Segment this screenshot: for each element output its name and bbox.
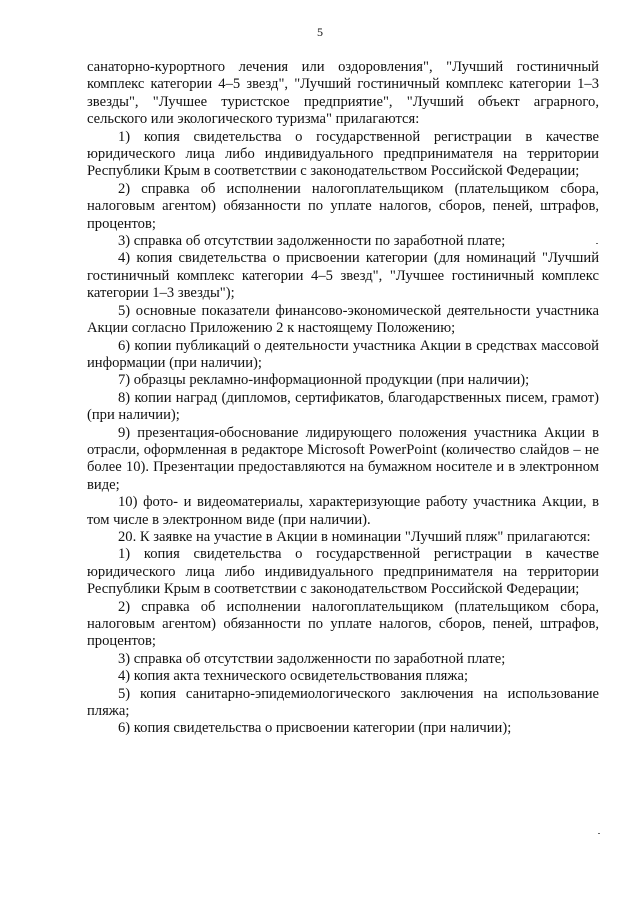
list-item: 8) копии наград (дипломов, сертификатов, благодарственных писем, грамот) (при наличии); <box>87 389 599 424</box>
scan-speck <box>598 833 600 834</box>
paragraph-continuation: санаторно-курортного лечения или оздоровления", "Лучший гостиничный комплекс категории 4–5 звезд", "Лучший гостиничный комплекс категории 1–3 звезды", "Лучшее туристское предприятие", "Лучший объект аграрного, сельского или экологического туризма" прилагаются: <box>87 59 599 128</box>
section-20-heading: 20. К заявке на участие в Акции в номинации "Лучший пляж" прилагаются: <box>118 528 591 545</box>
list-item: 7) образцы рекламно-информационной продукции (при наличии); <box>118 372 530 389</box>
list-item: 3) справка об отсутствии задолженности по заработной плате; <box>118 233 506 250</box>
list-item: 3) справка об отсутствии задолженности по заработной плате; <box>118 650 506 667</box>
scan-speck <box>596 243 598 244</box>
list-item: 5) копия санитарно-эпидемиологического заключения на использование пляжа; <box>87 685 599 720</box>
list-item: 1) копия свидетельства о государственной регистрации в качестве юридического лица либо индивидуального предпринимателя на территории Республики Крым в соответствии с законодательством Российской Федерации; <box>87 128 599 180</box>
list-item: 5) основные показатели финансово-экономической деятельности участника Акции согласно Приложению 2 к настоящему Положению; <box>87 302 599 337</box>
list-item: 2) справка об исполнении налогоплательщиком (плательщиком сбора, налоговым агентом) обязанности по уплате налогов, сборов, пеней, штрафов, процентов; <box>87 180 599 232</box>
list-item: 1) копия свидетельства о государственной регистрации в качестве юридического лица либо индивидуального предпринимателя на территории Республики Крым в соответствии с законодательством Российской Федерации; <box>87 546 599 598</box>
list-item: 10) фото- и видеоматериалы, характеризующие работу участника Акции, в том числе в электронном виде (при наличии). <box>87 494 599 528</box>
list-item: 9) презентация-обоснование лидирующего положения участника Акции в отрасли, оформленная в редакторе Microsoft PowerPoint (количество слайдов – не более 10). Презентации предоставляются на бумажном носителе и в электронном виде; <box>87 424 599 493</box>
document-body <box>87 59 599 738</box>
list-item: 4) копия свидетельства о присвоении категории (для номинаций "Лучший гостиничный комплекс категории 4–5 звезд", "Лучшее гостиничный комплекс категории 1–3 звезды"); <box>87 250 599 302</box>
page-number: 5 <box>317 25 323 39</box>
list-item: 6) копия свидетельства о присвоении категории (при наличии); <box>118 720 512 737</box>
list-item: 2) справка об исполнении налогоплательщиком (плательщиком сбора, налоговым агентом) обязанности по уплате налогов, сборов, пеней, штрафов, процентов; <box>87 598 599 650</box>
list-item: 4) копия акта технического освидетельствования пляжа; <box>118 668 468 685</box>
list-item: 6) копии публикаций о деятельности участника Акции в средствах массовой информации (при наличии); <box>87 337 599 371</box>
